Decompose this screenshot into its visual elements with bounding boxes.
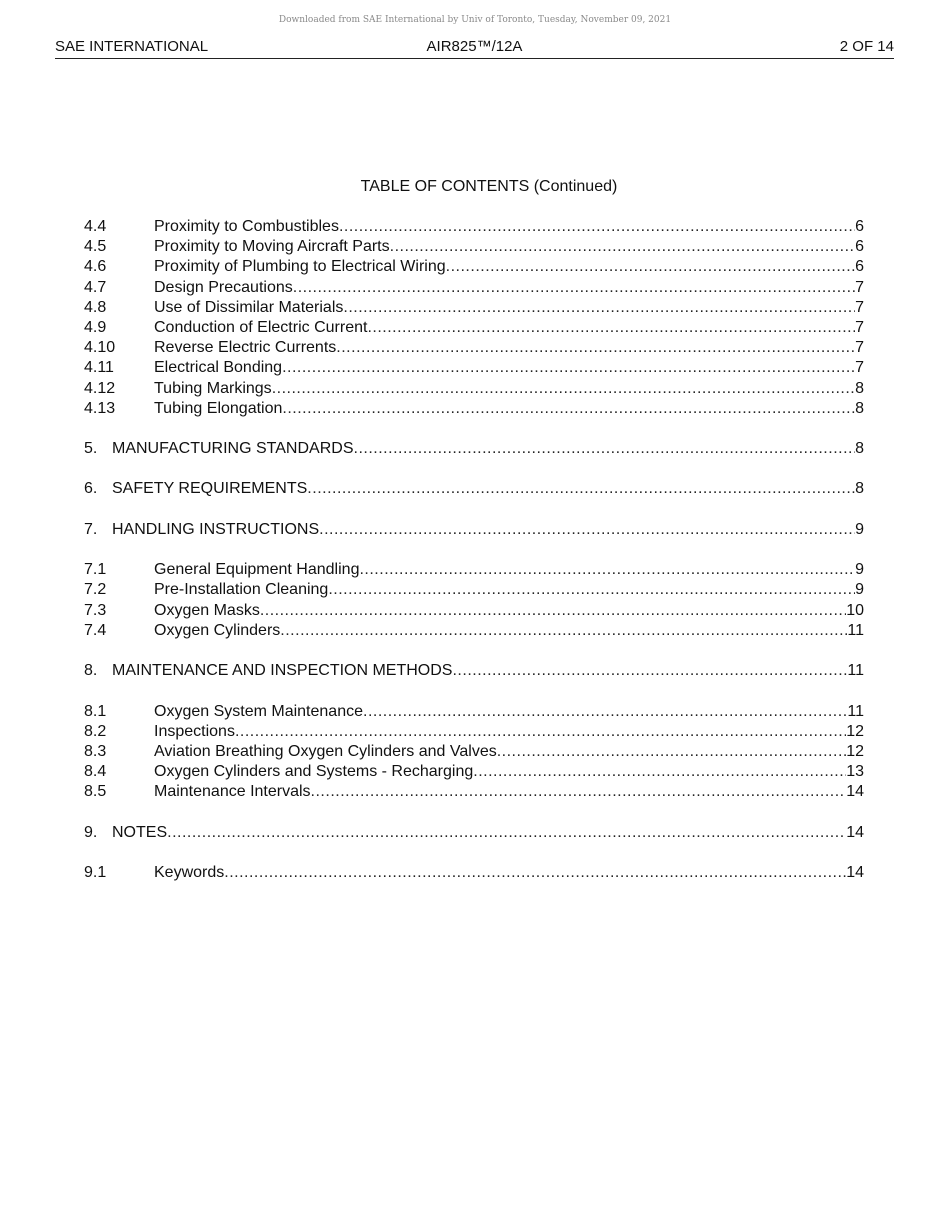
toc-entry-page: 11 — [847, 621, 864, 639]
toc-entry[interactable] — [84, 560, 864, 580]
toc-leader-dots — [282, 358, 855, 378]
toc-entry-title: Conduction of Electric Current — [154, 318, 368, 336]
toc-entry-title: Oxygen Masks — [154, 601, 260, 619]
toc-entry-number: 4.9 — [84, 318, 107, 336]
toc-leader-dots — [367, 318, 855, 338]
toc-entry-page: 9 — [855, 520, 864, 538]
toc-entry-page: 7 — [855, 278, 864, 296]
toc-entry-title: MAINTENANCE AND INSPECTION METHODS — [112, 662, 453, 680]
toc-entry-title: Reverse Electric Currents — [154, 339, 337, 357]
toc-entry-title: Maintenance Intervals — [154, 783, 311, 801]
toc-section-entry[interactable] — [84, 520, 864, 540]
toc-entry-number: 7. — [84, 520, 98, 538]
toc-leader-dots — [307, 479, 855, 499]
toc-entry[interactable] — [84, 298, 864, 318]
toc-entry[interactable] — [84, 338, 864, 358]
toc-entry-page: 7 — [855, 359, 864, 377]
toc-entry-page: 14 — [846, 783, 864, 801]
toc-entry[interactable] — [84, 742, 864, 762]
toc-leader-dots — [473, 762, 846, 782]
toc-entry-page: 7 — [855, 318, 864, 336]
toc-section-entry[interactable] — [84, 823, 864, 843]
toc-entry-title: General Equipment Handling — [154, 561, 360, 579]
toc-entry-title: Pre-Installation Cleaning — [154, 581, 329, 599]
toc-entry[interactable] — [84, 580, 864, 600]
toc-leader-dots — [235, 722, 846, 742]
toc-entry-page: 8 — [855, 440, 864, 458]
toc-entry-title: Proximity to Combustibles — [154, 218, 339, 235]
toc-entry-number: 8.2 — [84, 722, 107, 740]
toc-entry-page: 8 — [855, 480, 864, 498]
toc-entry-title: Proximity of Plumbing to Electrical Wiring — [154, 258, 446, 276]
toc-entry[interactable] — [84, 237, 864, 257]
toc-entry-number: 9. — [84, 823, 98, 841]
toc-leader-dots — [446, 257, 855, 277]
toc-leader-dots — [339, 217, 855, 237]
toc-entry-page: 6 — [855, 238, 864, 256]
toc-leader-dots — [282, 399, 855, 419]
toc-leader-dots — [343, 298, 855, 318]
toc-leader-dots — [293, 278, 855, 298]
toc-leader-dots — [311, 782, 847, 802]
toc-entry-title: Tubing Markings — [154, 379, 272, 397]
toc-entry-title: SAFETY REQUIREMENTS — [112, 480, 308, 498]
download-watermark: Downloaded from SAE International by Univ of Toronto, Tuesday, November 09, 2021 — [278, 15, 672, 25]
toc-entry-page: 6 — [855, 258, 864, 276]
toc-entry-number: 4.5 — [84, 238, 107, 256]
toc-entry-title: Proximity to Moving Aircraft Parts — [154, 238, 390, 256]
toc-section-entry[interactable] — [84, 661, 864, 681]
toc-leader-dots — [224, 863, 846, 883]
toc-entry-number: 7.3 — [84, 601, 107, 619]
toc-entry-page: 11 — [847, 662, 864, 680]
toc-entry[interactable] — [84, 379, 864, 399]
toc-leader-dots — [354, 439, 856, 459]
toc-leader-dots — [452, 661, 847, 681]
toc-entry[interactable] — [84, 399, 864, 419]
header-organization: SAE INTERNATIONAL — [55, 38, 209, 55]
toc-entry[interactable] — [84, 782, 864, 802]
page-header — [55, 38, 894, 59]
toc-entry-page: 9 — [855, 561, 864, 579]
toc-entry[interactable] — [84, 318, 864, 338]
toc-entry-number: 4.13 — [84, 399, 116, 417]
toc-entry-title: Keywords — [154, 864, 225, 881]
table-of-contents — [84, 217, 864, 883]
toc-leader-dots — [328, 580, 855, 600]
toc-entry-number: 7.4 — [84, 621, 107, 639]
toc-entry-number: 8.3 — [84, 742, 107, 760]
toc-entry-number: 8.1 — [84, 702, 107, 720]
toc-entry[interactable] — [84, 358, 864, 378]
toc-entry-title: Oxygen Cylinders and Systems - Recharging — [154, 763, 474, 781]
toc-entry[interactable] — [84, 863, 864, 883]
header-document-id: AIR825™/12A — [426, 38, 523, 55]
toc-entry-page: 14 — [846, 864, 864, 881]
header-page-number: 2 OF 14 — [839, 38, 894, 55]
toc-entry-page: 11 — [847, 702, 864, 720]
toc-title: TABLE OF CONTENTS (Continued) — [360, 178, 618, 195]
toc-entry-number: 4.12 — [84, 379, 116, 397]
toc-entry[interactable] — [84, 217, 864, 237]
toc-entry[interactable] — [84, 257, 864, 277]
toc-entry[interactable] — [84, 762, 864, 782]
toc-section-entry[interactable] — [84, 479, 864, 499]
toc-entry-page: 6 — [855, 218, 864, 235]
toc-entry-page: 7 — [855, 339, 864, 357]
toc-entry[interactable] — [84, 601, 864, 621]
toc-entry-title: Design Precautions — [154, 278, 293, 296]
toc-entry-number: 8. — [84, 662, 98, 680]
toc-entry-title: NOTES — [112, 823, 168, 841]
toc-section-entry[interactable] — [84, 439, 864, 459]
toc-entry-title: Oxygen Cylinders — [154, 621, 281, 639]
toc-entry-page: 8 — [855, 399, 864, 417]
toc-leader-dots — [363, 702, 847, 722]
toc-leader-dots — [359, 560, 855, 580]
toc-entry-page: 7 — [855, 298, 864, 316]
toc-entry[interactable] — [84, 278, 864, 298]
toc-entry-number: 4.6 — [84, 258, 107, 276]
toc-entry-page: 13 — [846, 763, 864, 781]
toc-entry-number: 4.11 — [84, 359, 114, 377]
toc-entry[interactable] — [84, 722, 864, 742]
toc-entry-title: MANUFACTURING STANDARDS — [112, 440, 354, 458]
toc-entry-title: Tubing Elongation — [154, 399, 283, 417]
toc-entry-page: 10 — [846, 601, 864, 619]
toc-entry-page: 8 — [855, 379, 864, 397]
toc-leader-dots — [167, 823, 846, 843]
toc-entry-number: 9.1 — [84, 864, 107, 881]
toc-leader-dots — [390, 237, 855, 257]
toc-leader-dots — [280, 621, 847, 641]
toc-entry[interactable] — [84, 702, 864, 722]
toc-entry-title: Inspections — [154, 722, 235, 740]
toc-leader-dots — [336, 338, 855, 358]
toc-leader-dots — [260, 601, 846, 621]
toc-entry-number: 7.1 — [84, 561, 107, 579]
toc-entry-page: 14 — [846, 823, 864, 841]
toc-entry-number: 5. — [84, 440, 98, 458]
toc-entry-title: Oxygen System Maintenance — [154, 702, 363, 720]
toc-entry-number: 4.4 — [84, 218, 107, 235]
toc-entry-title: Aviation Breathing Oxygen Cylinders and Valves — [154, 742, 497, 760]
toc-entry-page: 12 — [846, 742, 864, 760]
toc-entry[interactable] — [84, 621, 864, 641]
toc-entry-number: 7.2 — [84, 581, 107, 599]
toc-entry-number: 8.5 — [84, 783, 107, 801]
toc-entry-number: 4.10 — [84, 339, 116, 357]
toc-leader-dots — [272, 379, 855, 399]
toc-entry-page: 9 — [855, 581, 864, 599]
toc-entry-title: Use of Dissimilar Materials — [154, 298, 344, 316]
toc-entry-number: 6. — [84, 480, 98, 498]
toc-leader-dots — [319, 520, 855, 540]
toc-entry-number: 8.4 — [84, 763, 107, 781]
toc-entry-title: HANDLING INSTRUCTIONS — [112, 520, 320, 538]
toc-entry-number: 4.7 — [84, 278, 107, 296]
toc-leader-dots — [497, 742, 846, 762]
toc-entry-page: 12 — [846, 722, 864, 740]
toc-entry-title: Electrical Bonding — [154, 359, 283, 377]
toc-entry-number: 4.8 — [84, 298, 107, 316]
